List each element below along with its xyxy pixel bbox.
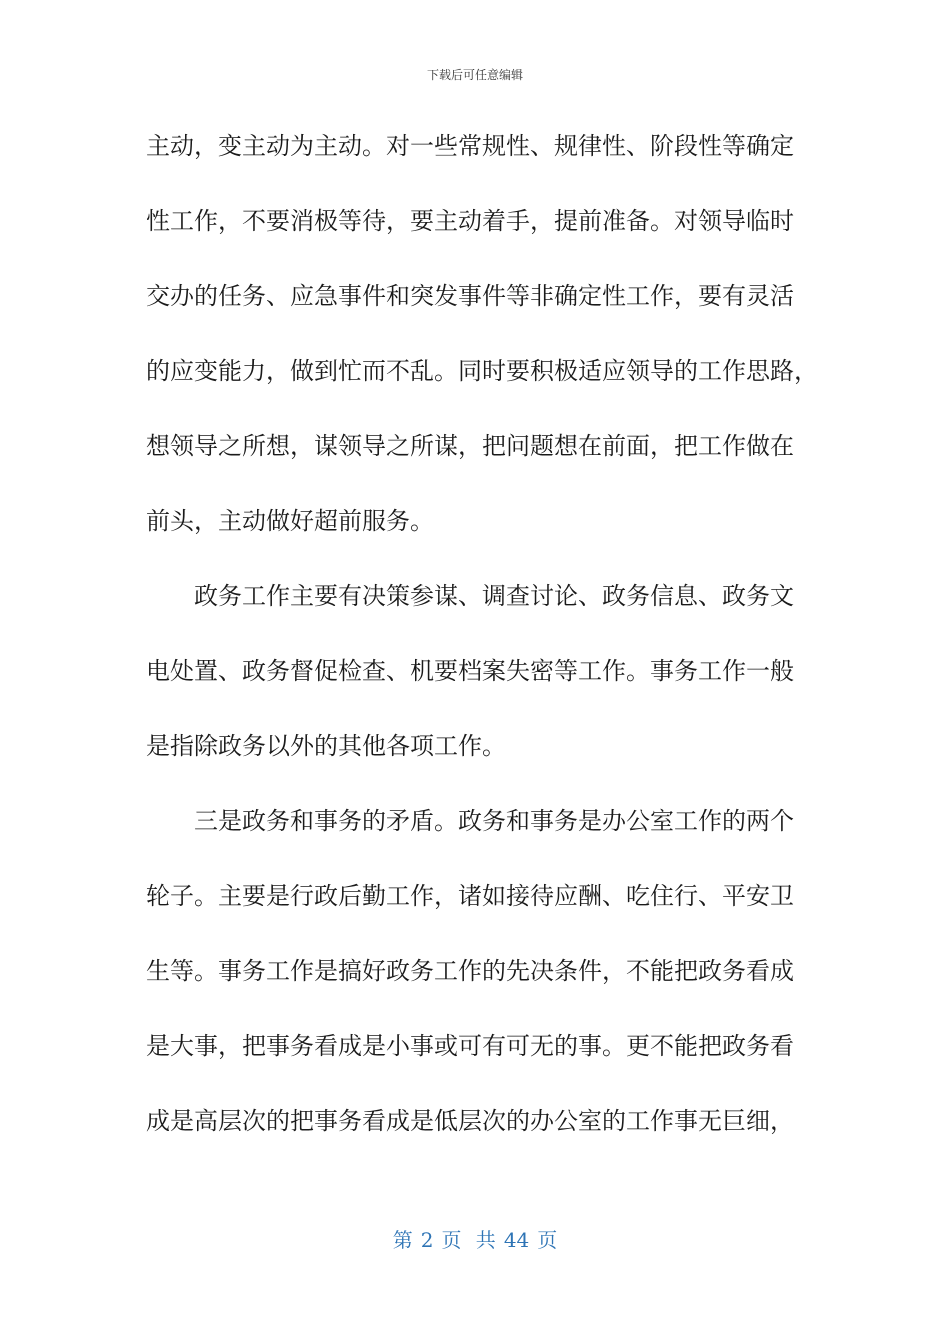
page-number-prefix: 第	[392, 1228, 413, 1252]
page-number-footer	[0, 1224, 950, 1253]
paragraph-3-line-2: 轮子。主要是行政后勤工作，诸如接待应酬、吃住行、平安卫	[146, 882, 794, 910]
paragraph-3-line-5: 成是高层次的把事务看成是低层次的办公室的工作事无巨细，	[146, 1107, 794, 1135]
paragraph-3-line-4: 是大事，把事务看成是小事或可有可无的事。更不能把政务看	[146, 1032, 794, 1060]
paragraph-1-line-1: 主动，变主动为主动。对一些常规性、规律性、阶段性等确定	[146, 132, 794, 160]
paragraph-3-line-1: 三是政务和事务的矛盾。政务和事务是办公室工作的两个	[194, 807, 794, 835]
page-number-total: 44	[503, 1228, 530, 1252]
page-number-suffix: 页	[537, 1228, 558, 1252]
paragraph-3-line-3: 生等。事务工作是搞好政务工作的先决条件，不能把政务看成	[146, 957, 794, 985]
page-number-current: 2	[420, 1228, 434, 1252]
paragraph-2-line-3: 是指除政务以外的其他各项工作。	[146, 732, 506, 760]
paragraph-1-line-6: 前头，主动做好超前服务。	[146, 507, 434, 535]
paragraph-1-line-4: 的应变能力，做到忙而不乱。同时要积极适应领导的工作思路，	[146, 357, 818, 385]
paragraph-2-line-2: 电处置、政务督促检查、机要档案失密等工作。事务工作一般	[146, 657, 794, 685]
paragraph-2-line-1: 政务工作主要有决策参谋、调查讨论、政务信息、政务文	[194, 582, 794, 610]
document-body	[146, 118, 818, 1168]
paragraph-1-line-3: 交办的任务、应急事件和突发事件等非确定性工作，要有灵活	[146, 282, 794, 310]
page-header: 下载后可任意编辑	[426, 68, 523, 82]
paragraph-1-line-5: 想领导之所想，谋领导之所谋，把问题想在前面，把工作做在	[146, 432, 794, 460]
page-number-middle: 页 共	[441, 1228, 496, 1252]
paragraph-1-line-2: 性工作，不要消极等待，要主动着手，提前准备。对领导临时	[146, 207, 794, 235]
